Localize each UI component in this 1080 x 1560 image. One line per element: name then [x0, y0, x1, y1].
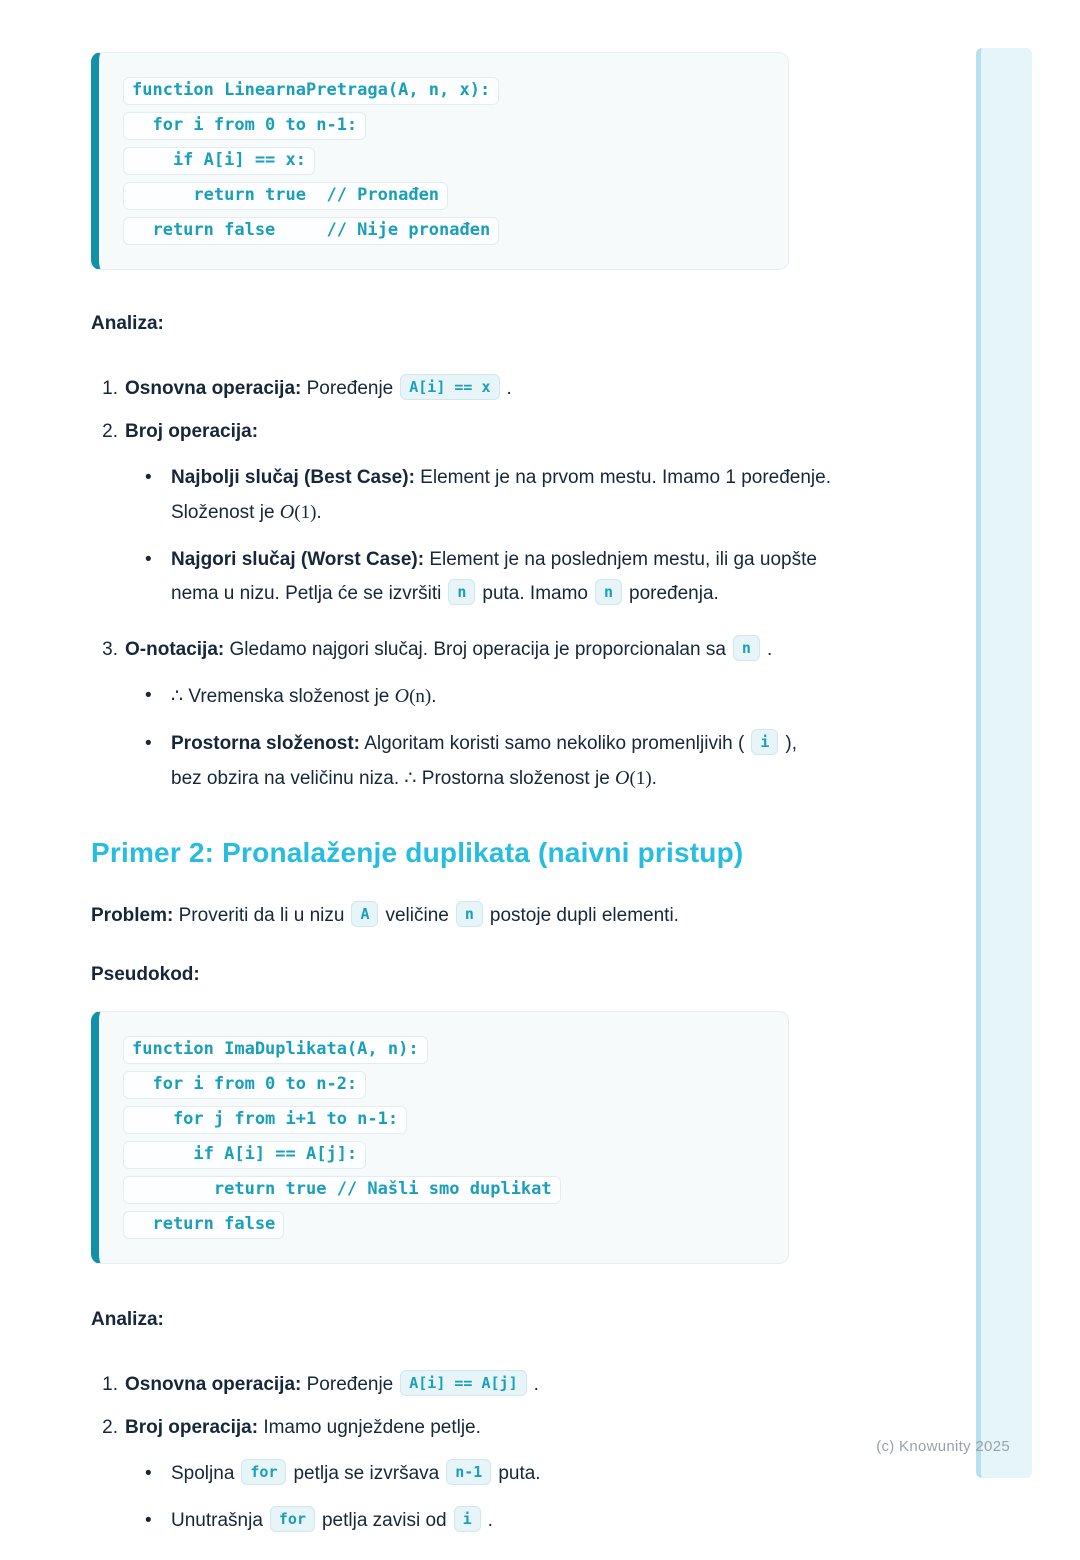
code-line [123, 1176, 764, 1204]
sub-bullet-list [125, 461, 831, 611]
item-label: Prostorna složenost: [171, 733, 360, 754]
inline-code: n-1 [446, 1459, 491, 1485]
code-line-text: function ImaDuplikata(A, n): [123, 1036, 428, 1064]
item-label: Broj operacija: [125, 1417, 259, 1438]
list-item-osnovna-operacija-2 [91, 1368, 831, 1402]
inline-code: for [241, 1459, 286, 1485]
code-line [123, 77, 764, 105]
watermark: (c) Knowunity 2025 [876, 1438, 1010, 1455]
inline-code: n [733, 635, 760, 661]
problem-statement [91, 899, 831, 933]
list-item-text [125, 1411, 831, 1551]
code-line [123, 1141, 764, 1169]
inline-code: A[i] == x [400, 374, 499, 400]
analiza-heading-2: Analiza: [91, 1309, 164, 1330]
item-text: . [487, 1510, 493, 1531]
list-item-o-notacija [91, 633, 831, 809]
big-o-symbol: O [279, 501, 295, 523]
list-item-text [125, 633, 831, 809]
item-text: Spoljna [171, 1463, 235, 1484]
item-text: . [651, 768, 657, 789]
inline-code: A [351, 901, 378, 927]
analiza-heading-1: Analiza: [91, 313, 164, 334]
bullet-space-complexity [137, 727, 831, 796]
list-number: 2. [102, 1417, 118, 1438]
code-line [123, 217, 764, 245]
list-number: 1. [102, 1374, 118, 1395]
item-text: Imamo ugnježdene petlje. [258, 1417, 481, 1438]
item-label: Broj operacija: [125, 421, 259, 442]
primer-2-heading: Primer 2: Pronalaženje duplikata (naivni pristup) [91, 837, 744, 868]
big-o-argument: (1) [629, 768, 652, 789]
inline-code: n [595, 579, 622, 605]
code-line-text: for j from i+1 to n-1: [123, 1106, 407, 1134]
bullet-outer-loop [137, 1457, 831, 1491]
code-line [123, 1106, 764, 1134]
list-item-broj-operacija [91, 415, 831, 624]
code-line-text: return false [123, 1211, 284, 1239]
item-text: petlja zavisi od [321, 1510, 447, 1531]
item-label: Najgori slučaj (Worst Case): [171, 549, 425, 570]
document-content [91, 52, 831, 1560]
pseudokod-heading: Pseudokod: [91, 964, 200, 985]
item-text: ∴ Vremenska složenost je [171, 686, 395, 707]
inline-code: n [456, 901, 483, 927]
item-text: . [506, 378, 512, 399]
item-text: Proveriti da li u nizu [173, 905, 345, 926]
item-text: . [431, 686, 437, 707]
pseudocode-block-linearna-pretraga [91, 52, 789, 270]
item-text: Poređenje [301, 1374, 394, 1395]
item-text: Element je na poslednjem mestu, ili ga uopšte nema u nizu. Petlja će se izvršiti [171, 549, 817, 604]
code-line-text: return false // Nije pronađen [123, 217, 499, 245]
bullet-time-complexity [137, 679, 831, 714]
list-item-text [125, 415, 831, 624]
list-number: 2. [102, 421, 118, 442]
code-line [123, 1211, 764, 1239]
item-text: . [316, 502, 322, 523]
list-number: 3. [102, 639, 118, 660]
bullet-worst-case [137, 543, 831, 611]
inline-code: i [751, 729, 778, 755]
pseudocode-block-ima-duplikata [91, 1011, 789, 1264]
item-text: Algoritam koristi samo nekoliko promenljivih ( [359, 733, 745, 754]
item-text: veličine [385, 905, 449, 926]
sub-bullet-list [125, 679, 831, 796]
item-text: Gledamo najgori slučaj. Broj operacija je proporcionalan sa [224, 639, 726, 660]
item-text: . [533, 1374, 539, 1395]
item-text: Unutrašnja [171, 1510, 263, 1531]
big-o-symbol: O [394, 685, 410, 707]
code-line-text: if A[i] == A[j]: [123, 1141, 366, 1169]
item-label: Problem: [91, 905, 174, 926]
item-text: puta. Imamo [482, 583, 588, 604]
code-line-text: for i from 0 to n-1: [123, 112, 366, 140]
item-text: Poređenje [301, 378, 394, 399]
item-text: . [766, 639, 773, 660]
code-line [123, 1036, 764, 1064]
big-o-symbol: O [615, 767, 630, 789]
inline-code: for [270, 1506, 315, 1532]
item-label: O-notacija: [125, 639, 225, 660]
code-line-text: return true // Pronađen [123, 182, 448, 210]
big-o-argument: (n) [409, 686, 432, 707]
page-edge-stripe [976, 48, 1032, 1478]
code-line-text: return true // Našli smo duplikat [123, 1176, 561, 1204]
inline-code: n [448, 579, 475, 605]
list-item-text [125, 1368, 831, 1402]
list-item-osnovna-operacija [91, 372, 831, 406]
list-item-text [125, 372, 831, 406]
item-text: puta. [498, 1463, 541, 1484]
item-text: Element je na prvom mestu. Imamo 1 poređenje. Složenost je [171, 467, 831, 523]
code-line [123, 1071, 764, 1099]
item-text: poređenja. [629, 583, 719, 604]
bullet-inner-loop [137, 1504, 831, 1538]
sub-bullet-list [125, 1457, 831, 1538]
big-o-argument: (1) [294, 502, 317, 523]
code-line [123, 112, 764, 140]
item-label: Osnovna operacija: [125, 1374, 302, 1395]
list-number: 1. [102, 378, 118, 399]
bullet-best-case [137, 461, 831, 530]
inline-code: A[i] == A[j] [400, 1370, 526, 1396]
code-line-text: if A[i] == x: [123, 147, 315, 175]
item-text: postoje dupli elementi. [489, 905, 679, 926]
list-item-broj-operacija-2 [91, 1411, 831, 1551]
inline-code: i [454, 1506, 481, 1532]
code-line [123, 147, 764, 175]
item-text: ), bez obzira na veličinu niza. ∴ Prostorna složenost je [171, 733, 797, 789]
item-label: Najbolji slučaj (Best Case): [171, 467, 415, 488]
code-line-text: function LinearnaPretraga(A, n, x): [123, 77, 499, 105]
item-text: petlja se izvršava [293, 1463, 440, 1484]
code-line-text: for i from 0 to n-2: [123, 1071, 366, 1099]
code-line [123, 182, 764, 210]
item-label: Osnovna operacija: [125, 378, 302, 399]
